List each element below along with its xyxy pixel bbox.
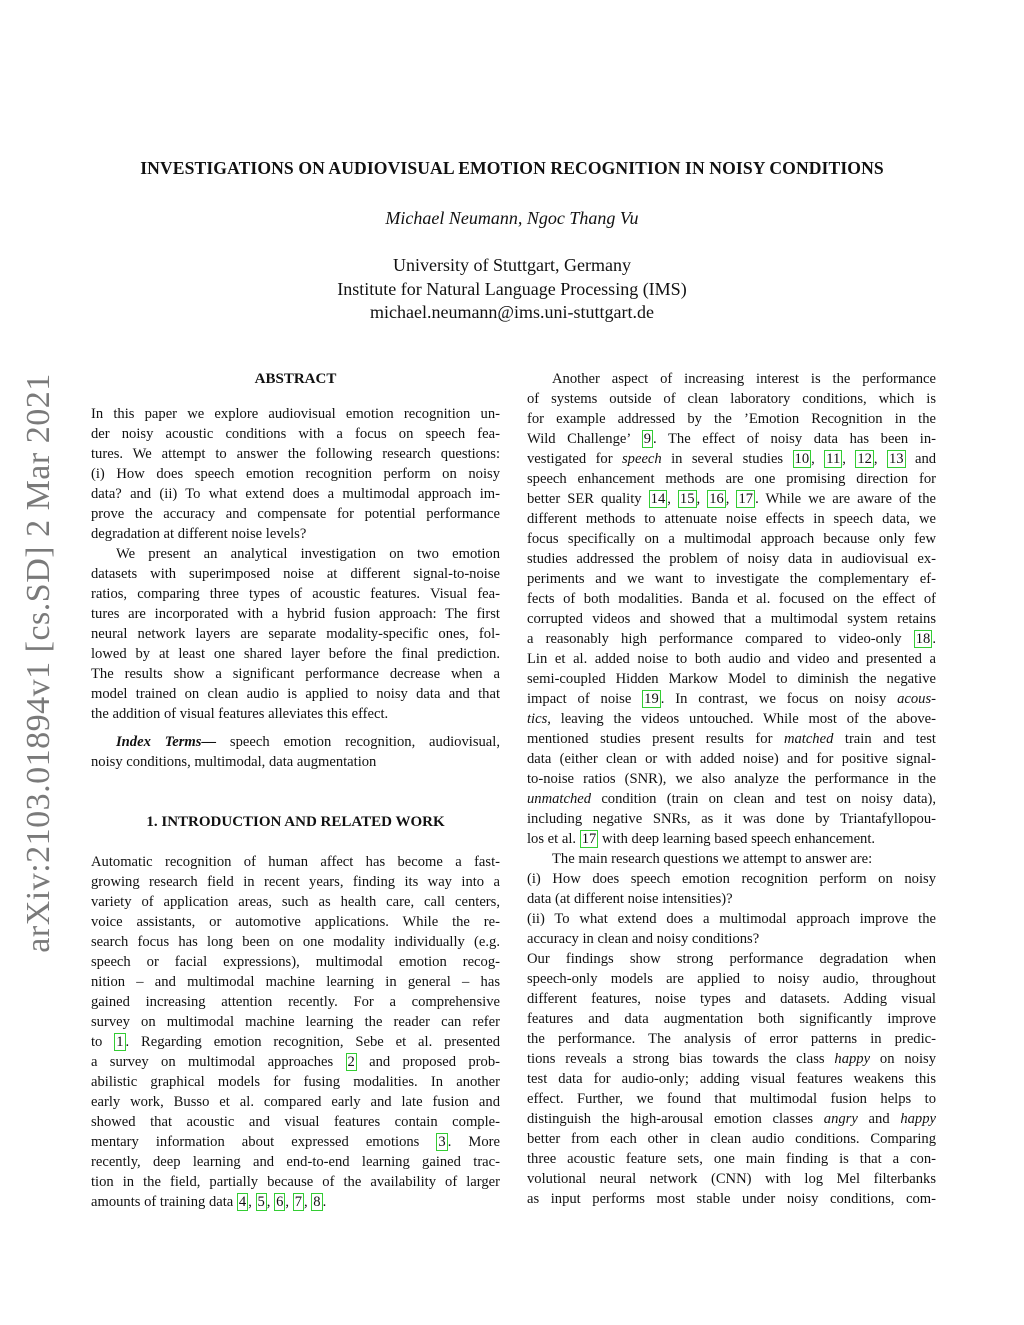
text-line: variety of application areas, such as health care, call centers,: [91, 894, 500, 910]
text-line: for example addressed by the ’Emotion Recognition in the: [527, 411, 936, 427]
citation-link[interactable]: 7: [294, 1194, 302, 1210]
research-question-1: (i) How does speech emotion recognition perform on noisy: [527, 871, 936, 887]
text-line: data (at different noise intensities)?: [527, 891, 733, 907]
citation-link[interactable]: 18: [915, 631, 931, 647]
citation-link[interactable]: 17: [581, 831, 597, 847]
related-work-paragraph: [527, 369, 936, 849]
abstract-paragraph-1: [91, 404, 500, 544]
text-line: data (either clean or with added noise) and for positive signal-: [527, 751, 936, 767]
citation-link[interactable]: 13: [888, 451, 904, 467]
affiliation-email[interactable]: michael.neumann@ims.uni-stuttgart.de: [369, 302, 654, 322]
citation-link[interactable]: 4: [238, 1194, 247, 1210]
text-line: growing research field in recent years, finding its way into a: [91, 874, 500, 890]
right-column: [527, 369, 936, 1209]
text-line: prove the accuracy and compensate for potential performance: [91, 506, 500, 522]
text-line: accuracy in clean and noisy conditions?: [527, 931, 760, 947]
text-line: speech-only models are applied to noisy audio, throughout: [527, 971, 936, 987]
text-line: unmatched condition (train on clean and test on noisy data),: [527, 791, 936, 807]
text-line: better SER quality 14 , 15 , 16 , 17 . While we are aware of the: [527, 491, 936, 507]
text-line: speech enhancement methods are one promising direction for: [527, 471, 936, 487]
text-line: of systems outside of clean laboratory conditions, which is: [527, 391, 936, 407]
citation-link[interactable]: 1: [116, 1034, 124, 1050]
text-line: abilistic graphical models for fusing modalities. In another: [91, 1074, 500, 1090]
text-line: tics, leaving the videos untouched. While most of the above-: [527, 711, 936, 727]
text-line: studies addressed the problem of noisy data in audiovisual ex-: [527, 551, 936, 567]
text-line: volutional neural network (CNN) with log Mel filterbanks: [527, 1171, 936, 1187]
text-line: impact of noise 19 . In contrast, we focus on noisy acous-: [527, 691, 936, 707]
text-line: lowed by at least one shared layer before the final prediction.: [91, 646, 500, 662]
text-line: distinguish the high-arousal emotion classes angry and happy: [527, 1111, 936, 1127]
text-line: (i) How does speech emotion recognition perform on noisy: [91, 466, 500, 482]
text-line: the addition of visual features alleviates this effect.: [91, 706, 389, 722]
left-column: [91, 369, 500, 1212]
text-line: a survey on multimodal approaches 2 and proposed prob-: [91, 1054, 500, 1070]
abstract-paragraph-2: [91, 544, 500, 724]
text-line: amounts of training data 4 , 5 , 6 , 7 , 8 .: [91, 1194, 327, 1210]
text-line: better from each other in clean audio conditions. Comparing: [527, 1131, 936, 1147]
paper-authors: Michael Neumann, Ngoc Thang Vu: [385, 208, 639, 228]
text-line: tures. We attempt to answer the following research questions:: [91, 446, 500, 462]
text-line: including negative SNRs, as it was done by Triantafyllopou-: [527, 811, 936, 827]
text-line: Wild Challenge’ 9 . The effect of noisy data has been in-: [527, 431, 936, 447]
citation-link[interactable]: 5: [257, 1194, 265, 1210]
text-line: showed that acoustic and visual features contain comple-: [91, 1114, 500, 1130]
text-line: search focus has long been on one modality individually (e.g.: [91, 934, 500, 950]
text-line: focus specifically on a multimodal approach because only few: [527, 531, 936, 547]
text-line: ratios, comparing three types of acoustic features. Visual fea-: [91, 586, 500, 602]
research-question-2: (ii) To what extend does a multimodal approach improve the: [527, 911, 936, 927]
text-line: The results show a significant performance decrease when a: [91, 666, 500, 682]
text-line: corrupted videos and showed that a multimodal system retains: [527, 611, 936, 627]
citation-link[interactable]: 10: [794, 451, 810, 467]
text-line: the performance. The analysis of error patterns in predic-: [527, 1031, 936, 1047]
text-line: semi-coupled Hidden Markow Model to diminish the negative: [527, 671, 936, 687]
citation-link[interactable]: 6: [276, 1194, 284, 1210]
citation-link[interactable]: 9: [643, 431, 652, 447]
citation-link[interactable]: 8: [313, 1194, 321, 1210]
text-line: We present an analytical investigation on two emotion: [116, 546, 500, 562]
text-line: noisy conditions, multimodal, data augmentation: [91, 754, 377, 770]
text-line: survey on multimodal machine learning the reader can refer: [91, 1014, 500, 1030]
text-line: data? and (ii) To what extend does a multimodal approach im-: [91, 486, 500, 502]
text-line: nition – and multimodal machine learning in general – has: [91, 974, 500, 990]
citation-link[interactable]: 19: [644, 691, 659, 707]
text-line: mentary information about expressed emotions 3 . More: [91, 1134, 500, 1150]
text-line: periments and we want to investigate the complementary ef-: [527, 571, 936, 587]
text-line: model trained on clean audio is applied to noisy data and that: [91, 686, 500, 702]
citation-link[interactable]: 14: [650, 491, 666, 507]
text-line: datasets with superimposed noise at different signal-to-noise: [91, 566, 500, 582]
text-line: Our findings show strong performance degradation when: [527, 951, 936, 967]
index-terms: [91, 732, 500, 752]
text-line: as input performs most stable under noisy conditions, com-: [527, 1191, 936, 1207]
text-line: three acoustic feature sets, one main finding is that a con-: [527, 1151, 936, 1167]
text-line: voice assistants, or automotive applications. While the re-: [91, 914, 500, 930]
affiliation-institute: Institute for Natural Language Processing (IMS): [337, 279, 687, 299]
research-questions-intro: The main research questions we attempt to answer are:: [552, 851, 873, 867]
text-line: early work, Busso et al. compared early and late fusion and: [91, 1094, 500, 1110]
text-line: In this paper we explore audiovisual emotion recognition un-: [91, 406, 500, 422]
citation-link[interactable]: 15: [679, 491, 695, 507]
text-line: effect. Further, we found that multimodal fusion helps to: [527, 1091, 936, 1107]
text-line: speech or facial expressions), multimodal emotion recog-: [91, 954, 500, 970]
text-line: to 1 . Regarding emotion recognition, Sebe et al. presented: [91, 1034, 500, 1050]
text-line: tion in the field, partially because of the availability of larger: [91, 1174, 500, 1190]
citation-link[interactable]: 12: [857, 451, 872, 467]
text-line: mentioned studies present results for matched train and test: [527, 731, 936, 747]
affiliation-university: University of Stuttgart, Germany: [393, 255, 631, 275]
text-line: recently, deep learning and end-to-end learning gained trac-: [91, 1154, 500, 1170]
text-line: Another aspect of increasing interest is the performance: [552, 371, 936, 387]
text-line: vestigated for speech in several studies 10 , 11 , 12 , 13 and: [527, 451, 936, 467]
citation-link[interactable]: 2: [347, 1054, 355, 1070]
arxiv-identifier-stamp: arXiv:2103.01894v1 [cs.SD] 2 Mar 2021: [20, 373, 57, 953]
index-terms-label: Index Terms—: [116, 734, 217, 750]
text-line: Automatic recognition of human affect has become a fast-: [91, 854, 500, 870]
text-line: fects of both modalities. Banda et al. focused on the effect of: [527, 591, 936, 607]
introduction-paragraph: [91, 852, 500, 1212]
citation-link[interactable]: 3: [438, 1134, 446, 1150]
text-line: a reasonably high performance compared to video-only 18 .: [527, 631, 936, 647]
text-line: los et al. 17 with deep learning based speech enhancement.: [527, 831, 876, 847]
citation-link[interactable]: 11: [826, 451, 841, 467]
paper-title: INVESTIGATIONS ON AUDIOVISUAL EMOTION RECOGNITION IN NOISY CONDITIONS: [140, 158, 884, 178]
section-1-heading: 1. INTRODUCTION AND RELATED WORK: [146, 814, 445, 830]
text-line: features and data augmentation both significantly improve: [527, 1011, 936, 1027]
abstract-heading: ABSTRACT: [254, 371, 337, 387]
text-line: tions reveals a strong bias towards the class happy on noisy: [527, 1051, 936, 1067]
citation-link[interactable]: 17: [738, 491, 754, 507]
text-line: different methods to attenuate noise effects in speech data, we: [527, 511, 936, 527]
text-line: Lin et al. added noise to both audio and video and presented a: [527, 651, 936, 667]
index-terms-text: speech emotion recognition, audiovisual,: [229, 734, 500, 750]
text-line: to-noise ratios (SNR), we also analyze the performance in the: [527, 771, 936, 787]
text-line: gained increasing attention recently. For a comprehensive: [91, 994, 500, 1010]
text-line: tures are incorporated with a hybrid fusion approach: The first: [91, 606, 500, 622]
text-line: neural network layers are separate modality-specific ones, fol-: [91, 626, 500, 642]
findings-paragraph: [527, 949, 936, 1209]
text-line: degradation at different noise levels?: [91, 526, 307, 542]
text-line: test data for audio-only; adding visual features weakens this: [527, 1071, 936, 1087]
text-line: different features, noise types and datasets. Adding visual: [527, 991, 936, 1007]
text-line: der noisy acoustic conditions with a focus on speech fea-: [91, 426, 500, 442]
citation-link[interactable]: 16: [709, 491, 724, 507]
